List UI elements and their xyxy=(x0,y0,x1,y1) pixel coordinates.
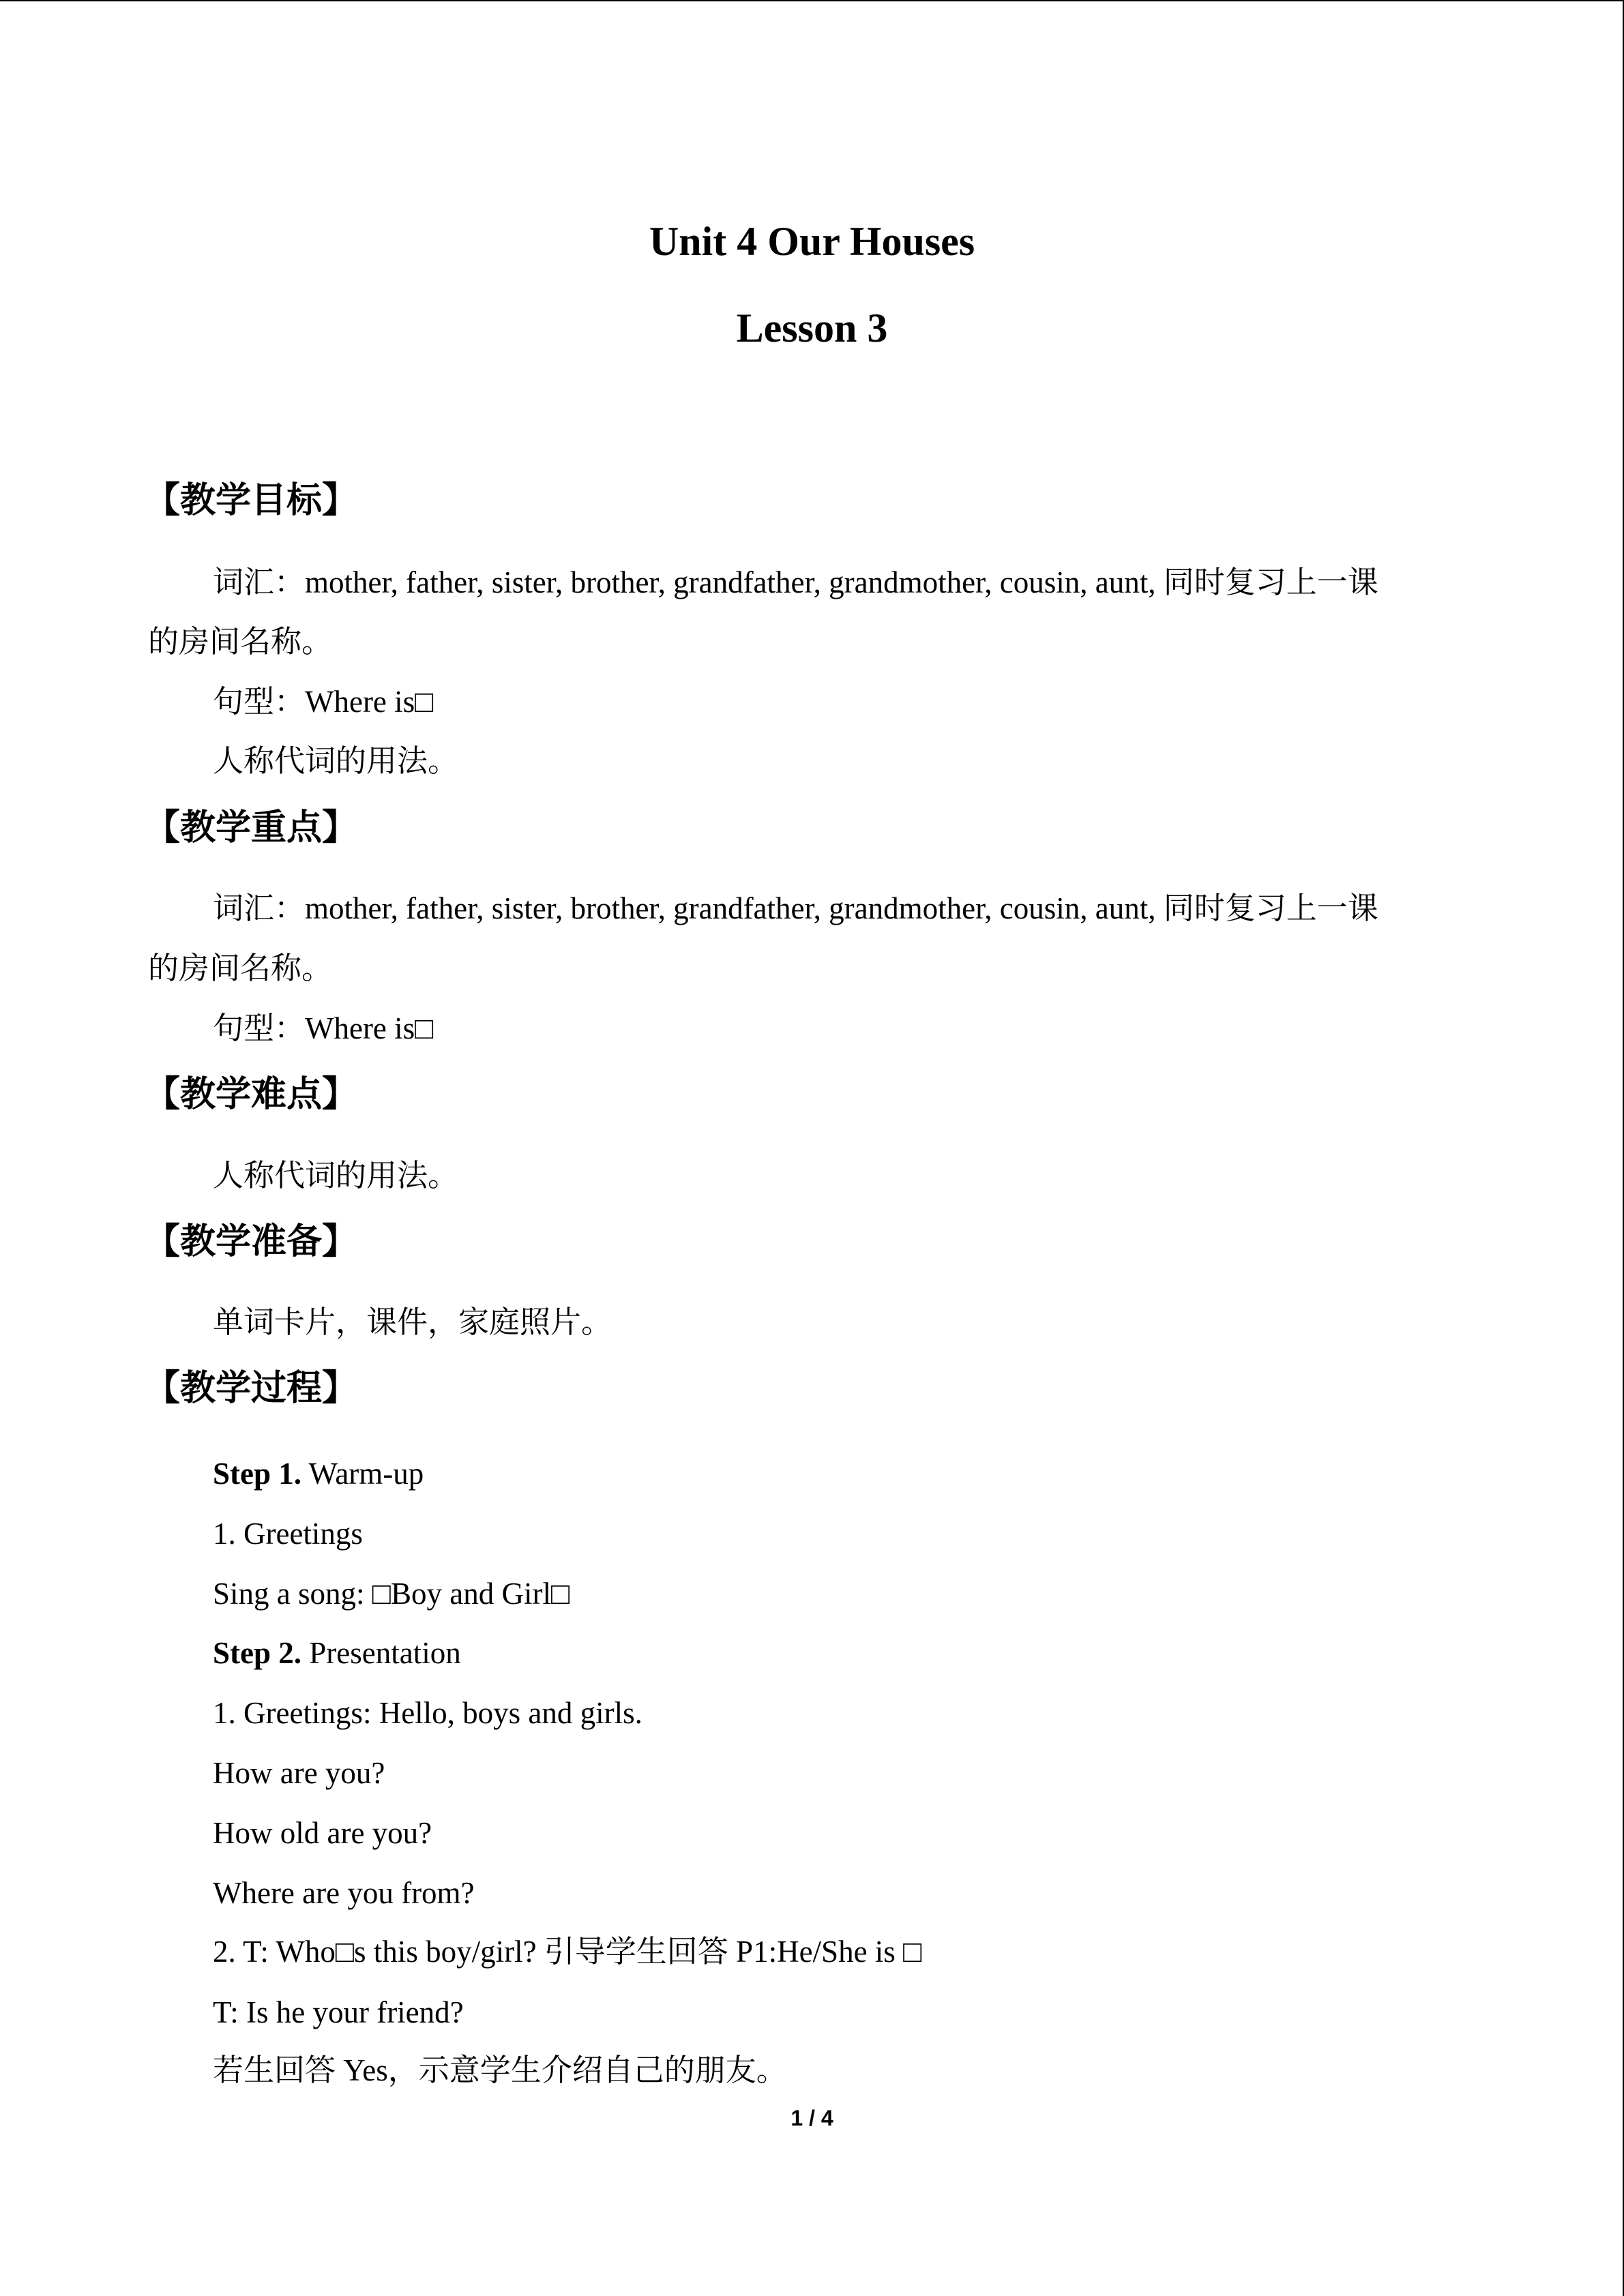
objectives-pattern: 句型：Where is□ xyxy=(213,685,434,719)
section-heading-process: 【教学过程】 xyxy=(145,1368,358,1409)
greetings-item: 1. Greetings xyxy=(213,1517,363,1551)
student-reply-line: 若生回答 Yes，示意学生介绍自己的朋友。 xyxy=(213,2053,787,2087)
song-line: Sing a song: □Boy and Girl□ xyxy=(213,1577,570,1611)
missing-glyph-box: □ xyxy=(415,685,434,719)
missing-glyph-box: □ xyxy=(903,1935,922,1969)
document-subtitle: Lesson 3 xyxy=(736,305,888,351)
question-where-from: Where are you from? xyxy=(213,1876,475,1910)
objectives-vocab-line-1: 词汇：mother, father, sister, brother, grandfather, grandmother, cousin, aunt, 同时复习上一课 xyxy=(213,565,1378,599)
document-title: Unit 4 Our Houses xyxy=(649,219,975,264)
objectives-vocab-line-2: 的房间名称。 xyxy=(148,625,333,659)
preparation-materials: 单词卡片，课件，家庭照片。 xyxy=(213,1305,612,1339)
key-points-vocab-line-1: 词汇：mother, father, sister, brother, grandfather, grandmother, cousin, aunt, 同时复习上一课 xyxy=(213,891,1378,925)
key-points-pattern: 句型：Where is□ xyxy=(213,1011,434,1045)
objectives-pronoun: 人称代词的用法。 xyxy=(213,744,459,778)
missing-glyph-box: □ xyxy=(415,1011,434,1045)
step-1: Step 1. Warm-up xyxy=(213,1457,424,1491)
greeting-line: 1. Greetings: Hello, boys and girls. xyxy=(213,1696,643,1730)
page-number: 1 / 4 xyxy=(791,2106,833,2130)
section-heading-objectives: 【教学目标】 xyxy=(145,480,358,521)
section-heading-key-points: 【教学重点】 xyxy=(145,807,358,848)
question-how-are-you: How are you? xyxy=(213,1756,385,1790)
missing-glyph-box: □ xyxy=(372,1577,391,1611)
step-2: Step 2. Presentation xyxy=(213,1636,461,1670)
teacher-who-line: 2. T: Who□s this boy/girl? 引导学生回答 P1:He/She is □ xyxy=(213,1935,922,1969)
key-points-vocab-line-2: 的房间名称。 xyxy=(148,951,333,985)
missing-glyph-box: □ xyxy=(335,1935,355,1969)
question-how-old: How old are you? xyxy=(213,1816,432,1850)
section-heading-preparation: 【教学准备】 xyxy=(145,1221,358,1262)
section-heading-difficulties: 【教学难点】 xyxy=(145,1074,358,1115)
teacher-friend-line: T: Is he your friend? xyxy=(213,1995,464,2029)
difficulties-pronoun: 人称代词的用法。 xyxy=(213,1159,459,1193)
missing-glyph-box: □ xyxy=(550,1577,570,1611)
